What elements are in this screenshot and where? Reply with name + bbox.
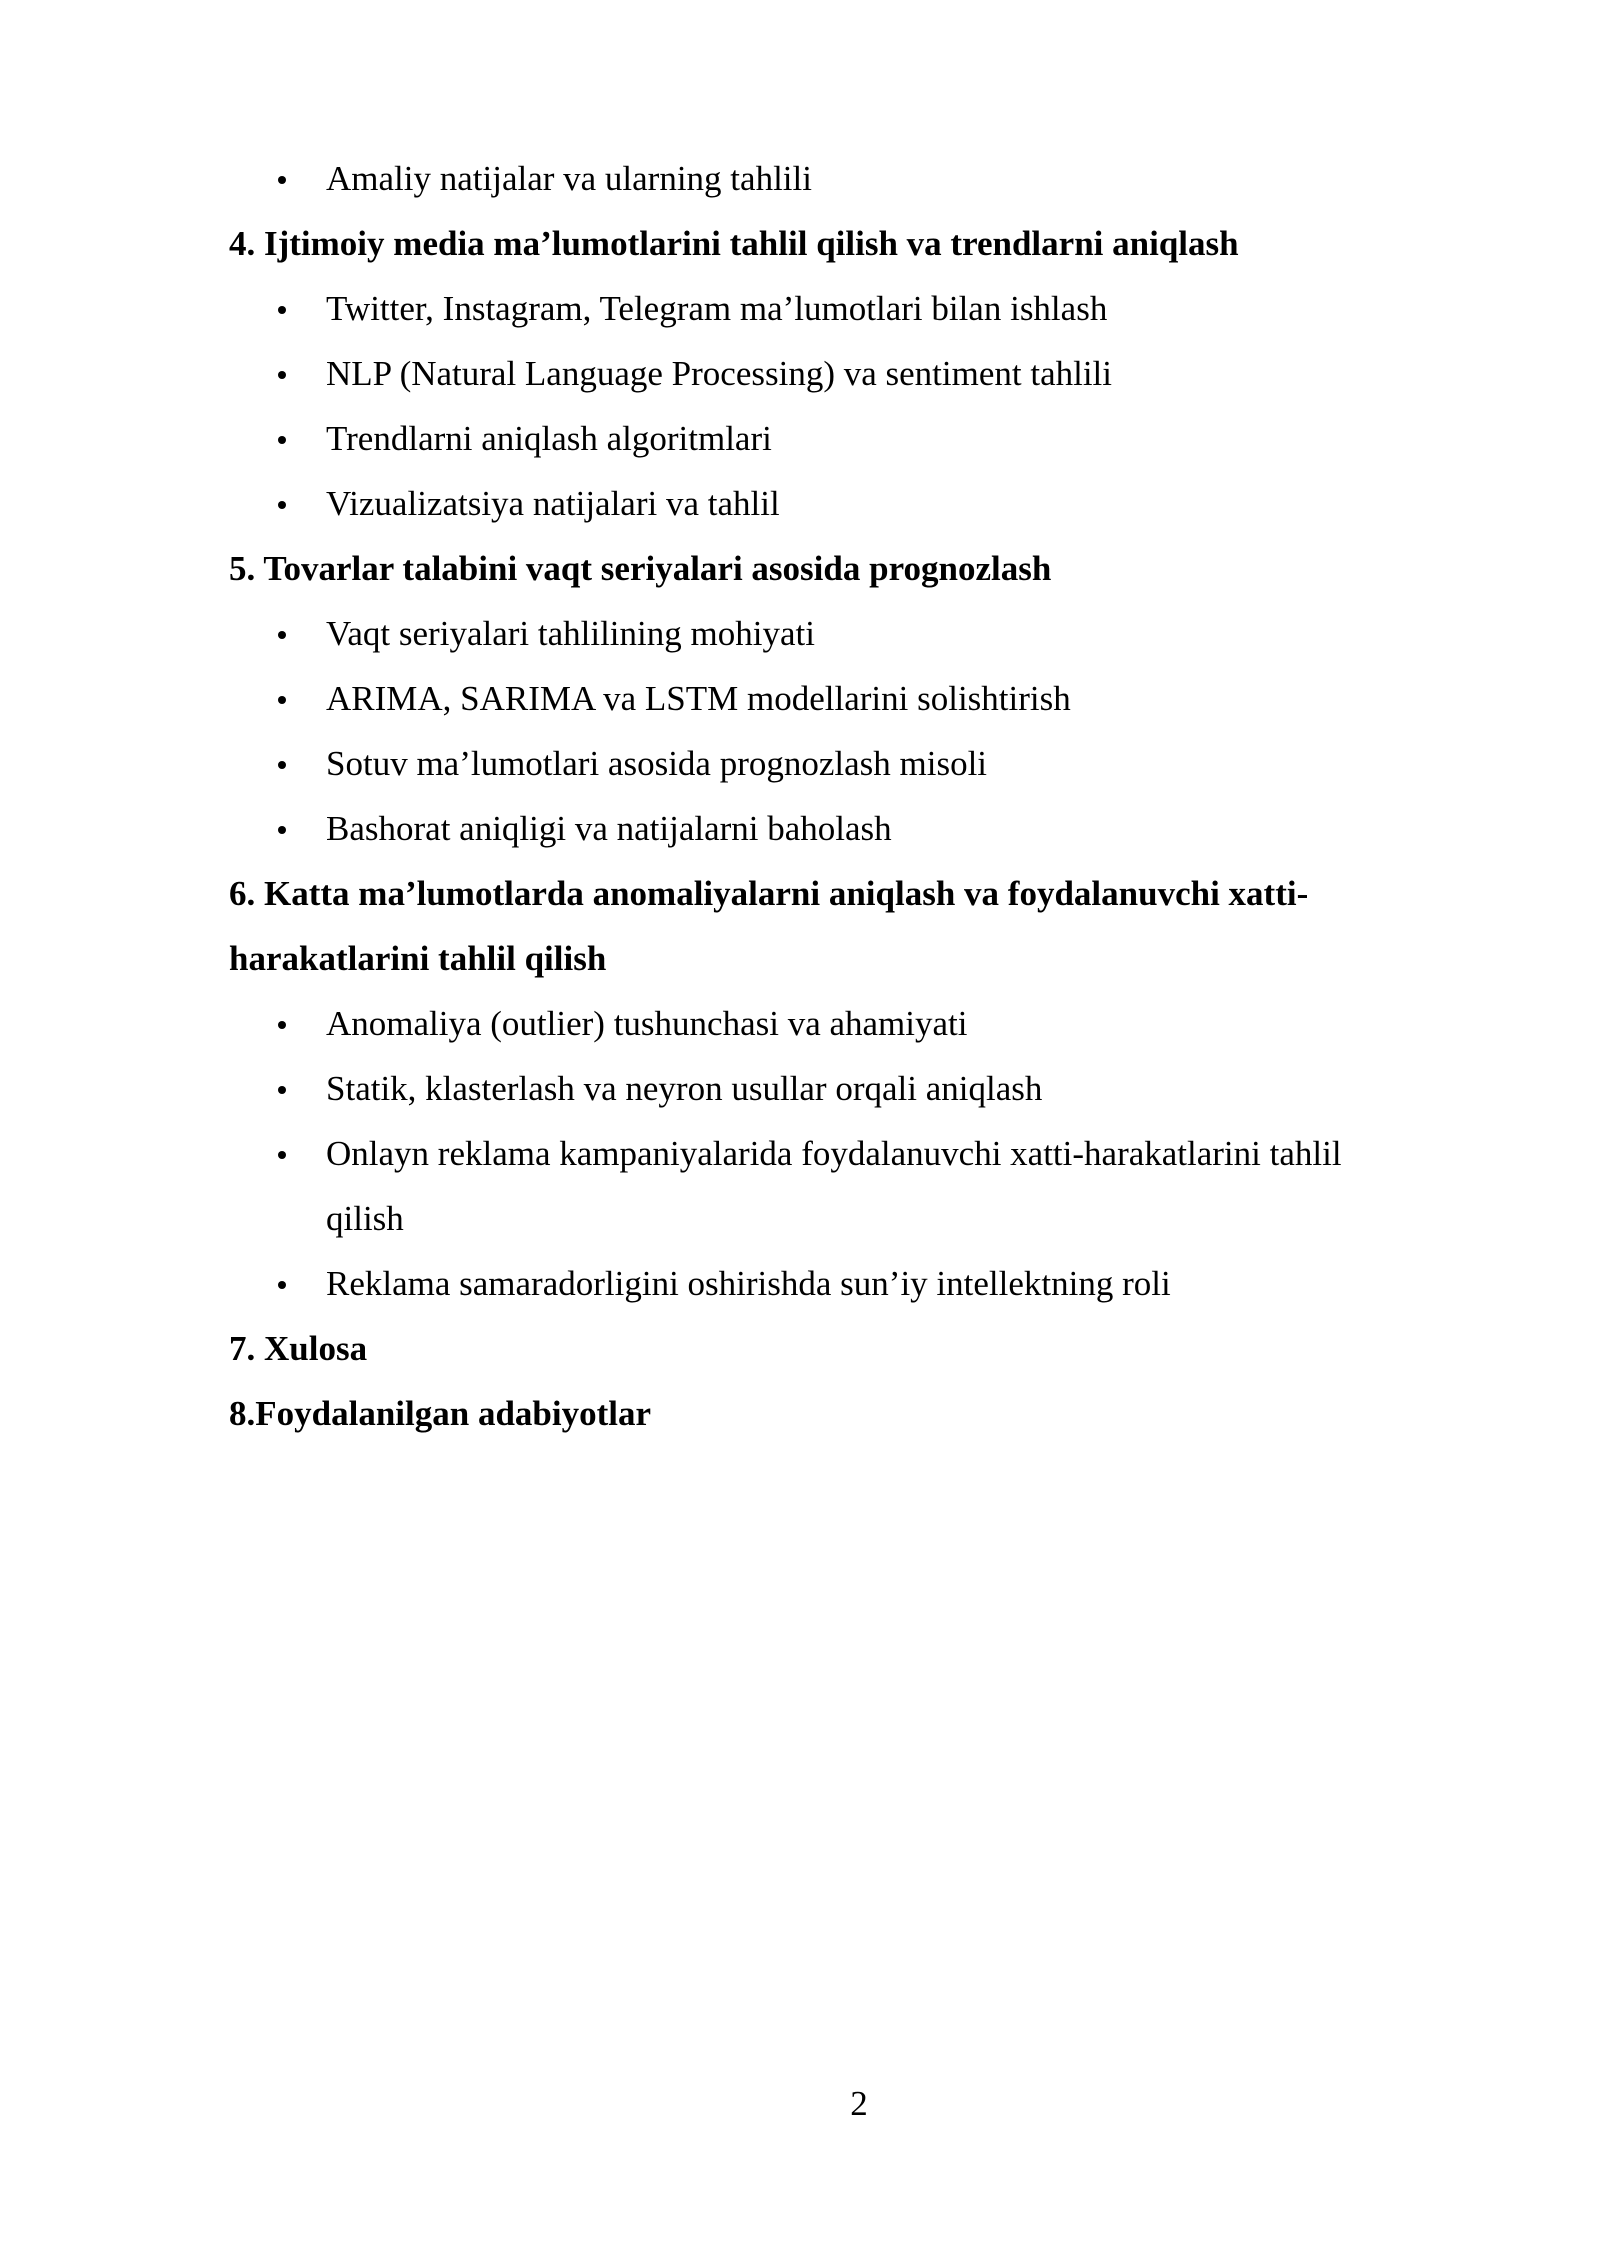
section-heading: 7. Xulosa (229, 1329, 368, 1368)
page-number: 2 (850, 2084, 868, 2123)
bullet-icon (278, 436, 286, 444)
bullet-icon (278, 1281, 286, 1289)
section-heading: 8.Foydalanilgan adabiyotlar (229, 1394, 652, 1433)
list-item-text: Vizualizatsiya natijalari va tahlil (326, 484, 780, 523)
bullet-icon (278, 631, 286, 639)
bullet-icon (278, 826, 286, 834)
list-item-text: ARIMA, SARIMA va LSTM modellarini solishtirish (326, 679, 1071, 718)
bullet-icon (278, 306, 286, 314)
list-item-text: Bashorat aniqligi va natijalarni baholash (326, 809, 892, 848)
list-item (229, 276, 1429, 341)
list-item-text: NLP (Natural Language Processing) va sentiment tahlili (326, 354, 1112, 393)
list-item-text: Sotuv ma’lumotlari asosida prognozlash misoli (326, 744, 988, 783)
list-item-text: Onlayn reklama kampaniyalarida foydalanuvchi xatti-harakatlarini tahlil (326, 1134, 1342, 1173)
list-item (229, 601, 1429, 666)
list-item-text: qilish (326, 1199, 404, 1238)
section-heading: 6. Katta ma’lumotlarda anomaliyalarni aniqlash va foydalanuvchi xatti- (229, 874, 1309, 913)
bullet-icon (278, 696, 286, 704)
list-item (229, 406, 1429, 471)
bullet-icon (278, 1021, 286, 1029)
bullet-icon (278, 176, 286, 184)
list-item (229, 1121, 1429, 1186)
list-item (229, 341, 1429, 406)
list-item-text: Twitter, Instagram, Telegram ma’lumotlari bilan ishlash (326, 289, 1108, 328)
bullet-icon (278, 761, 286, 769)
list-item (229, 796, 1429, 861)
list-item (229, 1251, 1429, 1316)
list-item-text: Vaqt seriyalari tahlilining mohiyati (326, 614, 815, 653)
list-item-text: Trendlarni aniqlash algoritmlari (326, 419, 772, 458)
list-item-text: Reklama samaradorligini oshirishda sun’iy intellektning roli (326, 1264, 1171, 1303)
bullet-icon (278, 1086, 286, 1094)
bullet-icon (278, 371, 286, 379)
list-item (229, 471, 1429, 536)
list-item-text: Amaliy natijalar va ularning tahlili (326, 159, 812, 198)
list-item (229, 146, 1429, 211)
list-item-continuation (229, 1186, 1429, 1251)
section-heading-continuation: harakatlarini tahlil qilish (229, 939, 607, 978)
document-content (229, 146, 1429, 1446)
list-item (229, 731, 1429, 796)
list-item-text: Anomaliya (outlier) tushunchasi va ahamiyati (326, 1004, 968, 1043)
list-item (229, 666, 1429, 731)
list-item (229, 1056, 1429, 1121)
bullet-icon (278, 501, 286, 509)
bullet-icon (278, 1151, 286, 1159)
section-heading: 5. Tovarlar talabini vaqt seriyalari asosida prognozlash (229, 549, 1052, 588)
section-heading: 4. Ijtimoiy media ma’lumotlarini tahlil qilish va trendlarni aniqlash (229, 224, 1239, 263)
list-item (229, 991, 1429, 1056)
list-item-text: Statik, klasterlash va neyron usullar orqali aniqlash (326, 1069, 1043, 1108)
